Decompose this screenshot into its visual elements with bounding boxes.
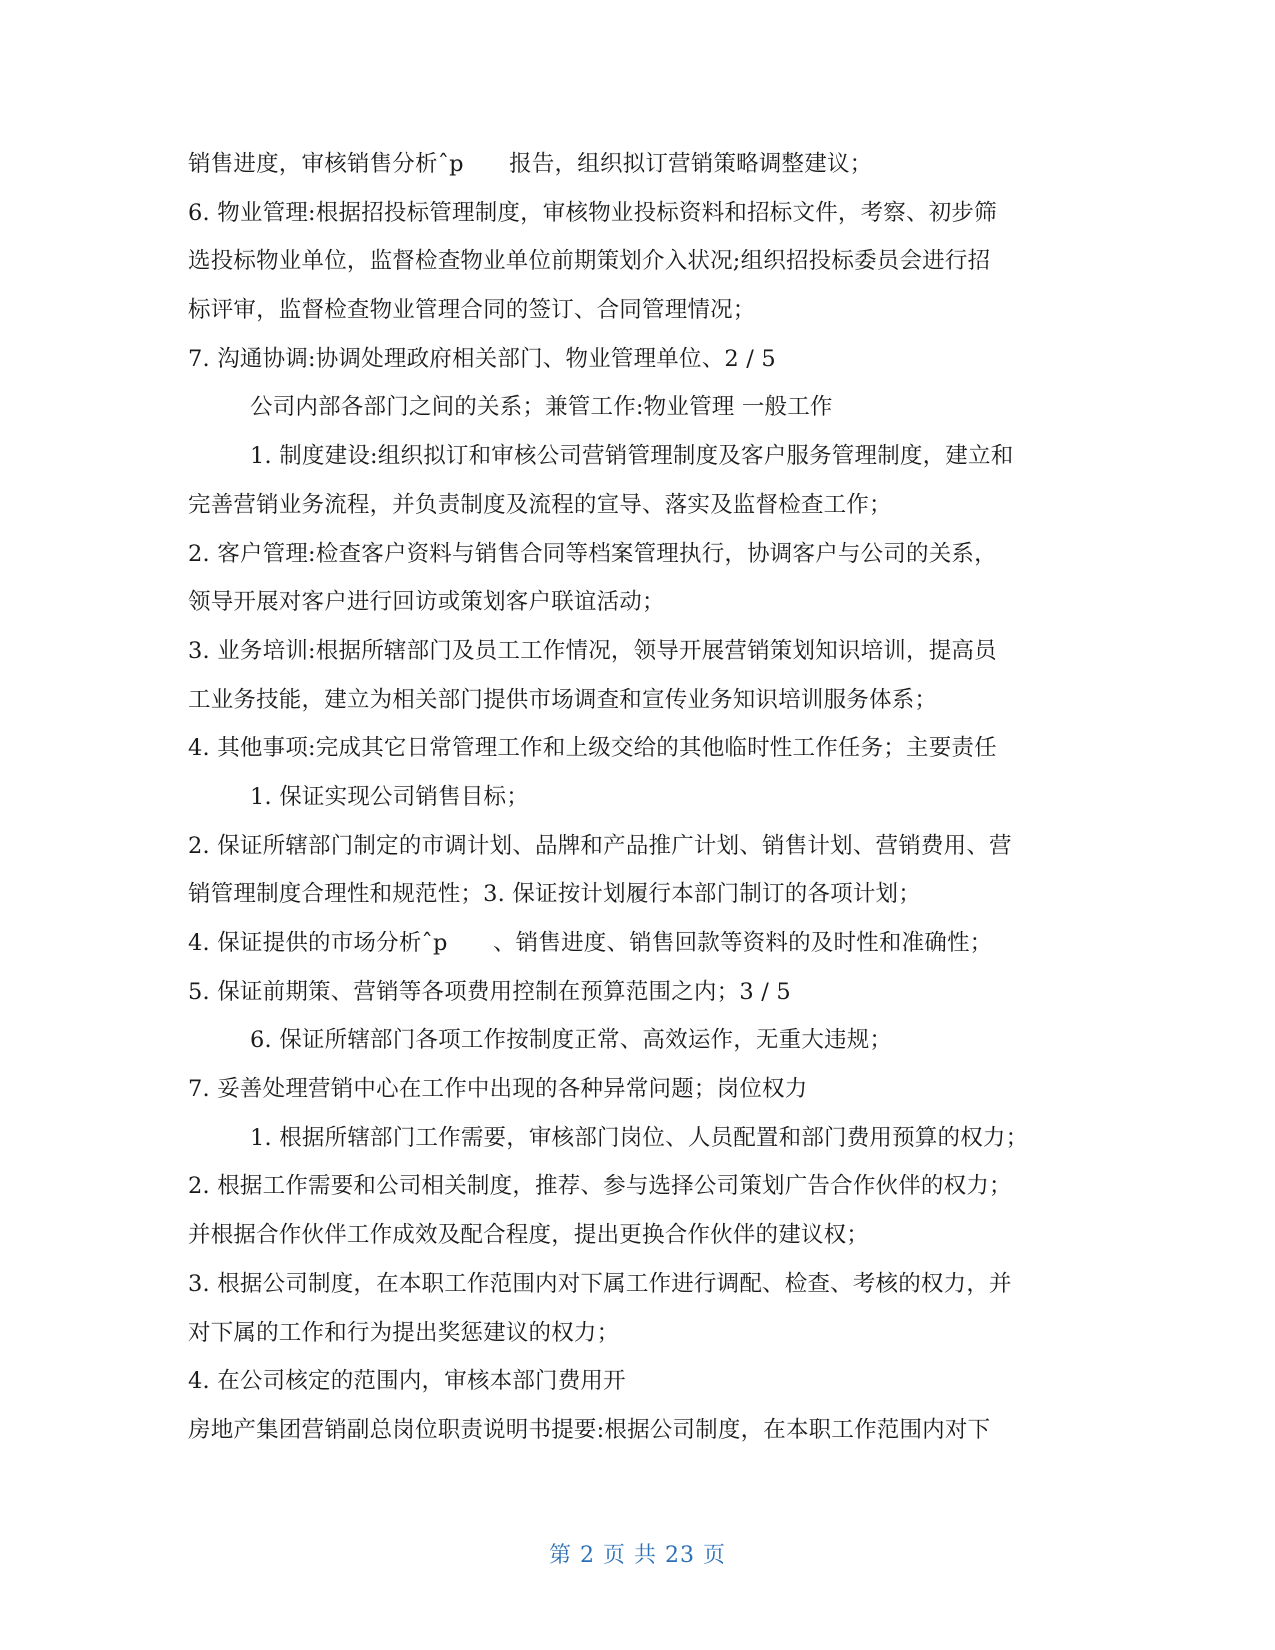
text-line: 7. 妥善处理营销中心在工作中出现的各种异常问题；岗位权力 (188, 1076, 808, 1103)
text-line: 领导开展对客户进行回访或策划客户联谊活动； (188, 589, 665, 616)
text-line: 销管理制度合理性和规范性；3. 保证按计划履行本部门制订的各项计划； (188, 881, 921, 908)
text-line: 4. 其他事项:完成其它日常管理工作和上级交给的其他临时性工作任务；主要责任 (188, 735, 997, 762)
text-line: 6. 保证所辖部门各项工作按制度正常、高效运作，无重大违规； (250, 1027, 893, 1054)
text-line: 2. 保证所辖部门制定的市调计划、品牌和产品推广计划、销售计划、营销费用、营 (188, 832, 1012, 859)
text-line: 3. 业务培训:根据所辖部门及员工工作情况，领导开展营销策划知识培训，提高员 (188, 637, 997, 664)
text-line: 4. 保证提供的市场分析ˆp 、销售进度、销售回款等资料的及时性和准确性； (188, 930, 993, 956)
text-line: 2. 客户管理:检查客户资料与销售合同等档案管理执行，协调客户与公司的关系， (188, 540, 997, 567)
text-line: 7. 沟通协调:协调处理政府相关部门、物业管理单位、2 / 5 (188, 345, 776, 372)
text-line: 1. 保证实现公司销售目标； (250, 783, 529, 810)
text-line: 1. 制度建设:组织拟订和审核公司营销管理制度及客户服务管理制度，建立和 (250, 443, 1014, 470)
text-line: 1. 根据所辖部门工作需要，审核部门岗位、人员配置和部门费用预算的权力； (250, 1124, 1029, 1151)
text-line: 并根据合作伙伴工作成效及配合程度，提出更换合作伙伴的建议权； (188, 1222, 870, 1249)
text-line: 选投标物业单位，监督检查物业单位前期策划介入状况;组织招投标委员会进行招 (188, 248, 991, 275)
page-number-footer: 第 2 页 共 23 页 (549, 1543, 726, 1568)
text-line: 5. 保证前期策、营销等各项费用控制在预算范围之内；3 / 5 (188, 978, 791, 1005)
text-line: 工业务技能，建立为相关部门提供市场调查和宣传业务知识培训服务体系； (188, 686, 938, 713)
text-line: 2. 根据工作需要和公司相关制度，推荐、参与选择公司策划广告合作伙伴的权力； (188, 1173, 1012, 1200)
text-line: 标评审，监督检查物业管理合同的签订、合同管理情况； (188, 297, 756, 324)
text-line: 6. 物业管理:根据招投标管理制度，审核物业投标资料和招标文件，考察、初步筛 (188, 199, 997, 226)
text-line: 4. 在公司核定的范围内，审核本部门费用开 (188, 1368, 626, 1395)
document-body (188, 140, 1088, 1455)
text-line: 公司内部各部门之间的关系；兼管工作:物业管理 一般工作 (250, 394, 833, 421)
text-line: 房地产集团营销副总岗位职责说明书提要:根据公司制度，在本职工作范围内对下 (188, 1416, 991, 1443)
text-line: 销售进度，审核销售分析ˆp 报告，组织拟订营销策略调整建议； (188, 151, 873, 177)
text-line: 完善营销业务流程，并负责制度及流程的宣导、落实及监督检查工作； (188, 491, 892, 518)
text-line: 对下属的工作和行为提出奖惩建议的权力； (188, 1319, 620, 1346)
text-line: 3. 根据公司制度，在本职工作范围内对下属工作进行调配、检查、考核的权力，并 (188, 1270, 1012, 1297)
